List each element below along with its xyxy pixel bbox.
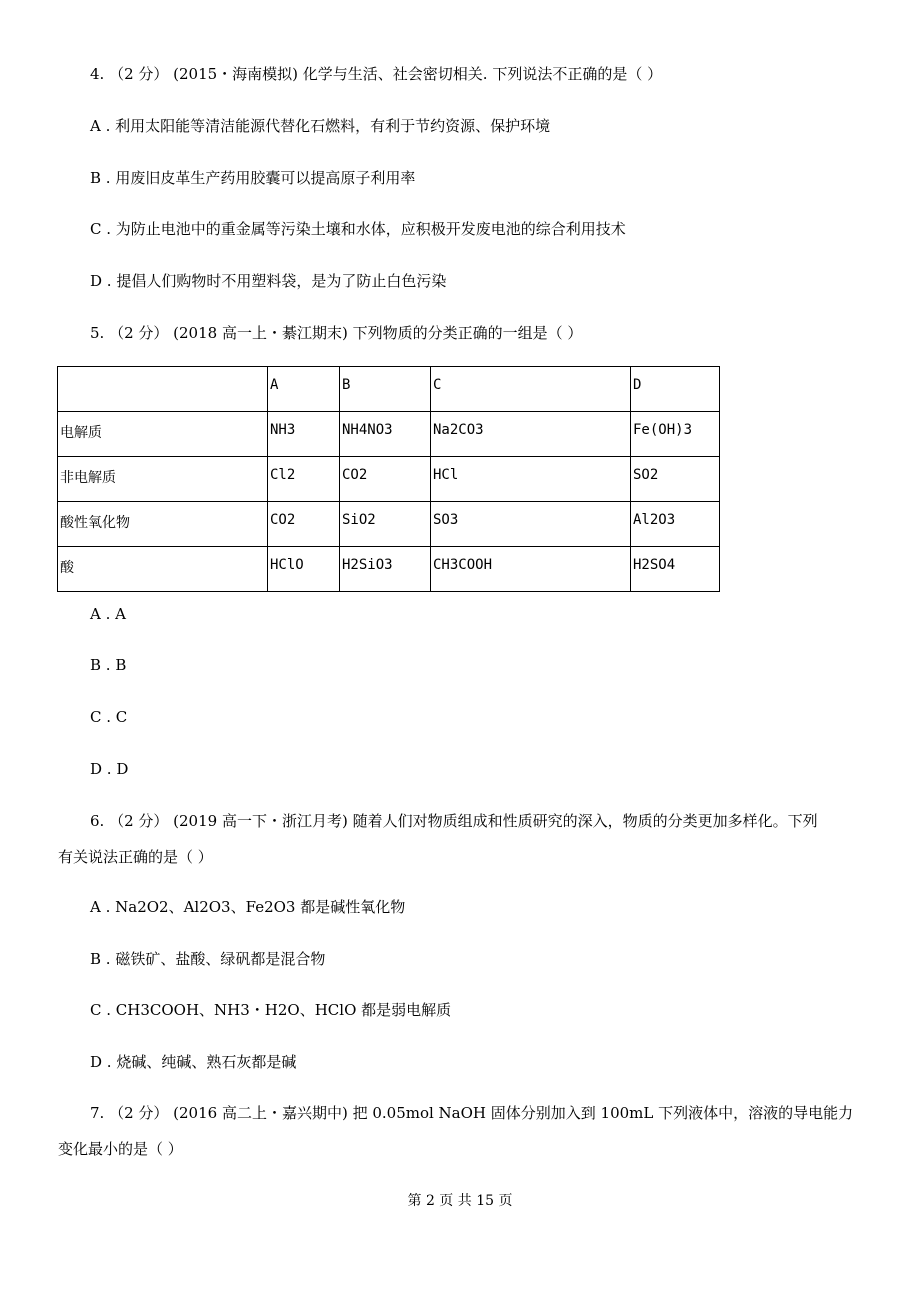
- classification-table: [57, 366, 720, 592]
- table-header-b: B: [340, 367, 431, 412]
- table-row-label: 非电解质: [58, 457, 268, 502]
- question-5-option-c[interactable]: C . C: [90, 708, 128, 726]
- table-cell: [58, 367, 268, 412]
- table-cell: NH4NO3: [340, 412, 431, 457]
- table-cell: H2SiO3: [340, 547, 431, 592]
- question-6-option-c[interactable]: C . CH3COOH、NH3・H2O、HClO 都是弱电解质: [90, 1001, 452, 1019]
- question-7-stem-line1: 7. （2 分） (2016 高二上・嘉兴期中) 把 0.05mol NaOH 固体分别加入到 100mL 下列液体中，溶液的导电能力: [90, 1104, 854, 1122]
- table-header-row: [58, 367, 720, 412]
- table-cell: CO2: [340, 457, 431, 502]
- table-cell: HCl: [431, 457, 631, 502]
- table-cell: Na2CO3: [431, 412, 631, 457]
- question-5-option-d[interactable]: D . D: [90, 760, 129, 778]
- question-6-stem-line1: 6. （2 分） (2019 高一下・浙江月考) 随着人们对物质组成和性质研究的深入，物质的分类更加多样化。下列: [90, 812, 818, 830]
- question-6-option-a[interactable]: A . Na2O2、Al2O3、Fe2O3 都是碱性氧化物: [90, 898, 406, 916]
- table-cell: CO2: [268, 502, 340, 547]
- question-6-option-d[interactable]: D . 烧碱、纯碱、熟石灰都是碱: [90, 1053, 297, 1071]
- table-row: [58, 457, 720, 502]
- question-5-option-a[interactable]: A . A: [90, 605, 126, 623]
- question-4-option-c[interactable]: C . 为防止电池中的重金属等污染土壤和水体，应积极开发废电池的综合利用技术: [90, 220, 626, 238]
- question-5-stem: 5. （2 分） (2018 高一上・綦江期末) 下列物质的分类正确的一组是（ ）: [90, 324, 583, 342]
- table-cell: H2SO4: [631, 547, 720, 592]
- table-cell: Cl2: [268, 457, 340, 502]
- question-4-option-d[interactable]: D . 提倡人们购物时不用塑料袋，是为了防止白色污染: [90, 272, 447, 290]
- page-footer: 第 2 页 共 15 页: [407, 1193, 513, 1209]
- table-header-a: A: [268, 367, 340, 412]
- table-cell: HClO: [268, 547, 340, 592]
- table-cell: SiO2: [340, 502, 431, 547]
- table-cell: Al2O3: [631, 502, 720, 547]
- table-header-c: C: [431, 367, 631, 412]
- question-4-option-a[interactable]: A . 利用太阳能等清洁能源代替化石燃料，有利于节约资源、保护环境: [90, 117, 551, 135]
- table-row: [58, 502, 720, 547]
- table-row: [58, 547, 720, 592]
- question-4-stem: 4. （2 分） (2015・海南模拟) 化学与生活、社会密切相关. 下列说法不正确的是（ ）: [90, 65, 663, 83]
- question-5-option-b[interactable]: B . B: [90, 656, 127, 674]
- table-row: [58, 412, 720, 457]
- table-cell: NH3: [268, 412, 340, 457]
- table-cell: Fe(OH)3: [631, 412, 720, 457]
- table-row-label: 酸性氧化物: [58, 502, 268, 547]
- table-cell: SO2: [631, 457, 720, 502]
- table-header-d: D: [631, 367, 720, 412]
- table-cell: SO3: [431, 502, 631, 547]
- question-7-stem-line2: 变化最小的是（ ）: [58, 1140, 183, 1158]
- question-6-stem-line2: 有关说法正确的是（ ）: [58, 848, 213, 866]
- table-cell: CH3COOH: [431, 547, 631, 592]
- question-4-option-b[interactable]: B . 用废旧皮革生产药用胶囊可以提高原子利用率: [90, 169, 416, 187]
- table-row-label: 电解质: [58, 412, 268, 457]
- question-6-option-b[interactable]: B . 磁铁矿、盐酸、绿矾都是混合物: [90, 950, 326, 968]
- table-row-label: 酸: [58, 547, 268, 592]
